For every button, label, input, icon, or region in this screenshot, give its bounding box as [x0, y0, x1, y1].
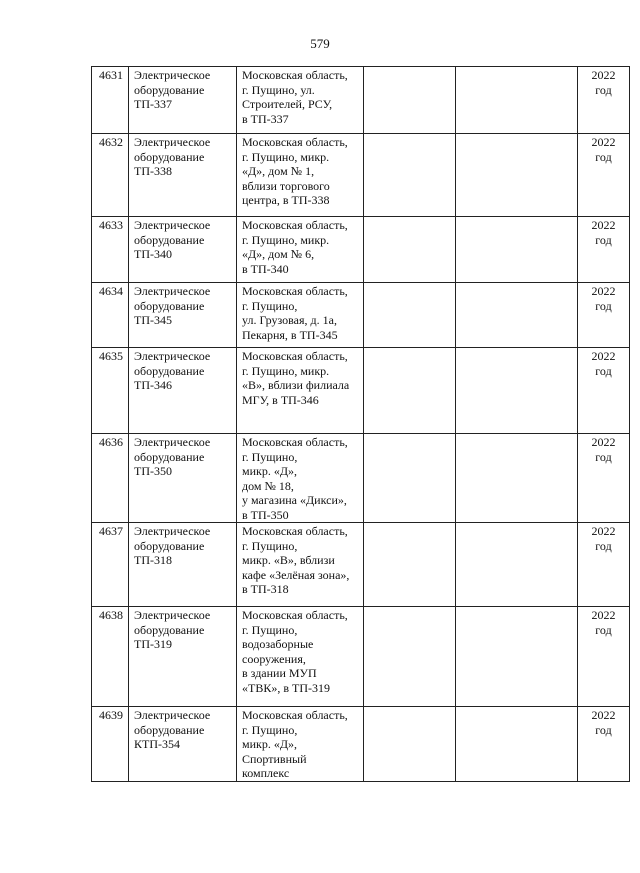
year-cell: 2022 год	[578, 434, 630, 523]
empty-cell	[456, 283, 578, 348]
object-name: Электрическое оборудование ТП-346	[129, 348, 237, 434]
object-address: Московская область, г. Пущино, микр. «Д», дом № 18, у магазина «Дикси», в ТП-350	[237, 434, 364, 523]
table-row	[92, 348, 630, 434]
empty-cell	[364, 607, 456, 707]
empty-cell	[456, 523, 578, 607]
year-cell: 2022 год	[578, 283, 630, 348]
empty-cell	[364, 67, 456, 134]
empty-cell	[456, 217, 578, 283]
table-row	[92, 607, 630, 707]
empty-cell	[456, 134, 578, 217]
empty-cell	[364, 523, 456, 607]
empty-cell	[456, 348, 578, 434]
row-number: 4631	[92, 67, 129, 134]
year-cell: 2022 год	[578, 607, 630, 707]
empty-cell	[456, 67, 578, 134]
table-row	[92, 67, 630, 134]
object-name: Электрическое оборудование ТП-319	[129, 607, 237, 707]
object-address: Московская область, г. Пущино, ул. Строителей, РСУ, в ТП-337	[237, 67, 364, 134]
empty-cell	[364, 348, 456, 434]
object-name: Электрическое оборудование ТП-340	[129, 217, 237, 283]
object-name: Электрическое оборудование ТП-350	[129, 434, 237, 523]
year-cell: 2022 год	[578, 523, 630, 607]
empty-cell	[364, 283, 456, 348]
table-row	[92, 707, 630, 782]
row-number: 4633	[92, 217, 129, 283]
object-name: Электрическое оборудование ТП-345	[129, 283, 237, 348]
object-name: Электрическое оборудование ТП-318	[129, 523, 237, 607]
table-row	[92, 434, 630, 523]
object-address: Московская область, г. Пущино, микр. «В», вблизи кафе «Зелёная зона», в ТП-318	[237, 523, 364, 607]
registry-table	[91, 66, 630, 782]
empty-cell	[456, 607, 578, 707]
row-number: 4639	[92, 707, 129, 782]
object-address: Московская область, г. Пущино, ул. Грузовая, д. 1а, Пекарня, в ТП-345	[237, 283, 364, 348]
empty-cell	[456, 434, 578, 523]
row-number: 4634	[92, 283, 129, 348]
object-name: Электрическое оборудование ТП-338	[129, 134, 237, 217]
empty-cell	[364, 217, 456, 283]
empty-cell	[456, 707, 578, 782]
year-cell: 2022 год	[578, 348, 630, 434]
object-address: Московская область, г. Пущино, микр. «Д», Спортивный комплекс	[237, 707, 364, 782]
object-address: Московская область, г. Пущино, водозаборные сооружения, в здании МУП «ТВК», в ТП-319	[237, 607, 364, 707]
table-row	[92, 134, 630, 217]
row-number: 4632	[92, 134, 129, 217]
row-number: 4636	[92, 434, 129, 523]
empty-cell	[364, 134, 456, 217]
object-name: Электрическое оборудование КТП-354	[129, 707, 237, 782]
year-cell: 2022 год	[578, 217, 630, 283]
row-number: 4635	[92, 348, 129, 434]
object-address: Московская область, г. Пущино, микр. «Д», дом № 1, вблизи торгового центра, в ТП-338	[237, 134, 364, 217]
object-address: Московская область, г. Пущино, микр. «В», вблизи филиала МГУ, в ТП-346	[237, 348, 364, 434]
row-number: 4638	[92, 607, 129, 707]
row-number: 4637	[92, 523, 129, 607]
year-cell: 2022 год	[578, 67, 630, 134]
table-row	[92, 217, 630, 283]
empty-cell	[364, 707, 456, 782]
page-number: 579	[310, 36, 330, 51]
object-address: Московская область, г. Пущино, микр. «Д», дом № 6, в ТП-340	[237, 217, 364, 283]
year-cell: 2022 год	[578, 134, 630, 217]
year-cell: 2022 год	[578, 707, 630, 782]
object-name: Электрическое оборудование ТП-337	[129, 67, 237, 134]
table-row	[92, 283, 630, 348]
table-row	[92, 523, 630, 607]
empty-cell	[364, 434, 456, 523]
